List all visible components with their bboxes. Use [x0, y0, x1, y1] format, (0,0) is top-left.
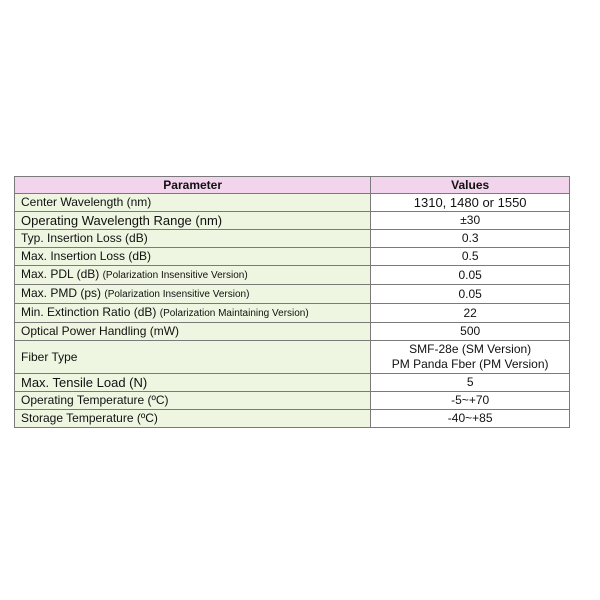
row-value: 0.05: [371, 285, 570, 304]
row-label-text: Storage Temperature (ºC): [21, 411, 158, 425]
row-label: [15, 230, 371, 248]
header-parameter: Parameter: [15, 177, 371, 194]
table-row: [15, 374, 570, 392]
row-value: 0.3: [371, 230, 570, 248]
table-row: [15, 212, 570, 230]
row-label-text: Min. Extinction Ratio (dB): [21, 305, 157, 319]
table-row: [15, 230, 570, 248]
row-label-text: Max. PDL (dB): [21, 267, 100, 281]
row-note: (Polarization Maintaining Version): [159, 308, 309, 319]
row-value-line: SMF-28e (SM Version): [409, 342, 532, 356]
row-value-line: PM Panda Fber (PM Version): [391, 357, 549, 371]
row-value: -5~+70: [371, 392, 570, 410]
row-label-text: Fiber Type: [21, 349, 78, 364]
header-values: Values: [371, 177, 570, 194]
row-value: 500: [371, 323, 570, 341]
row-label: [15, 194, 371, 212]
table-row: [15, 285, 570, 304]
row-label: [15, 392, 371, 410]
row-label-text: Optical Power Handling (mW): [21, 324, 180, 338]
row-note: (Polarization Insensitive Version): [104, 289, 250, 300]
row-label: [15, 285, 371, 304]
row-value: 0.5: [371, 248, 570, 266]
row-value: 5: [371, 374, 570, 392]
row-label-text: Max. Tensile Load (N): [21, 375, 148, 390]
row-value: 0.05: [371, 266, 570, 285]
table-row: [15, 341, 570, 374]
row-label: [15, 304, 371, 323]
row-value: -40~+85: [371, 410, 570, 428]
header-row: [15, 177, 570, 194]
row-note: (Polarization Insensitive Version): [102, 270, 248, 281]
table-row: [15, 266, 570, 285]
row-value: ±30: [371, 212, 570, 230]
row-label-text: Typ. Insertion Loss (dB): [21, 231, 148, 245]
table-row: [15, 323, 570, 341]
row-label-text: Operating Temperature (ºC): [21, 393, 169, 407]
row-label-text: Operating Wavelength Range (nm): [21, 213, 223, 228]
row-value: 22: [371, 304, 570, 323]
row-label-text: Center Wavelength (nm): [21, 195, 152, 209]
table-row: [15, 304, 570, 323]
row-label: [15, 341, 371, 374]
row-label: [15, 410, 371, 428]
table-row: [15, 392, 570, 410]
row-label: [15, 212, 371, 230]
row-label-text: Max. PMD (ps): [21, 286, 102, 300]
row-label: [15, 266, 371, 285]
spec-table: [14, 176, 570, 428]
row-label: [15, 374, 371, 392]
row-label: [15, 323, 371, 341]
row-label-text: Max. Insertion Loss (dB): [21, 249, 152, 263]
row-label: [15, 248, 371, 266]
table-row: [15, 410, 570, 428]
row-value: 1310, 1480 or 1550: [371, 194, 570, 212]
row-value: [371, 341, 570, 374]
table-row: [15, 194, 570, 212]
table-row: [15, 248, 570, 266]
